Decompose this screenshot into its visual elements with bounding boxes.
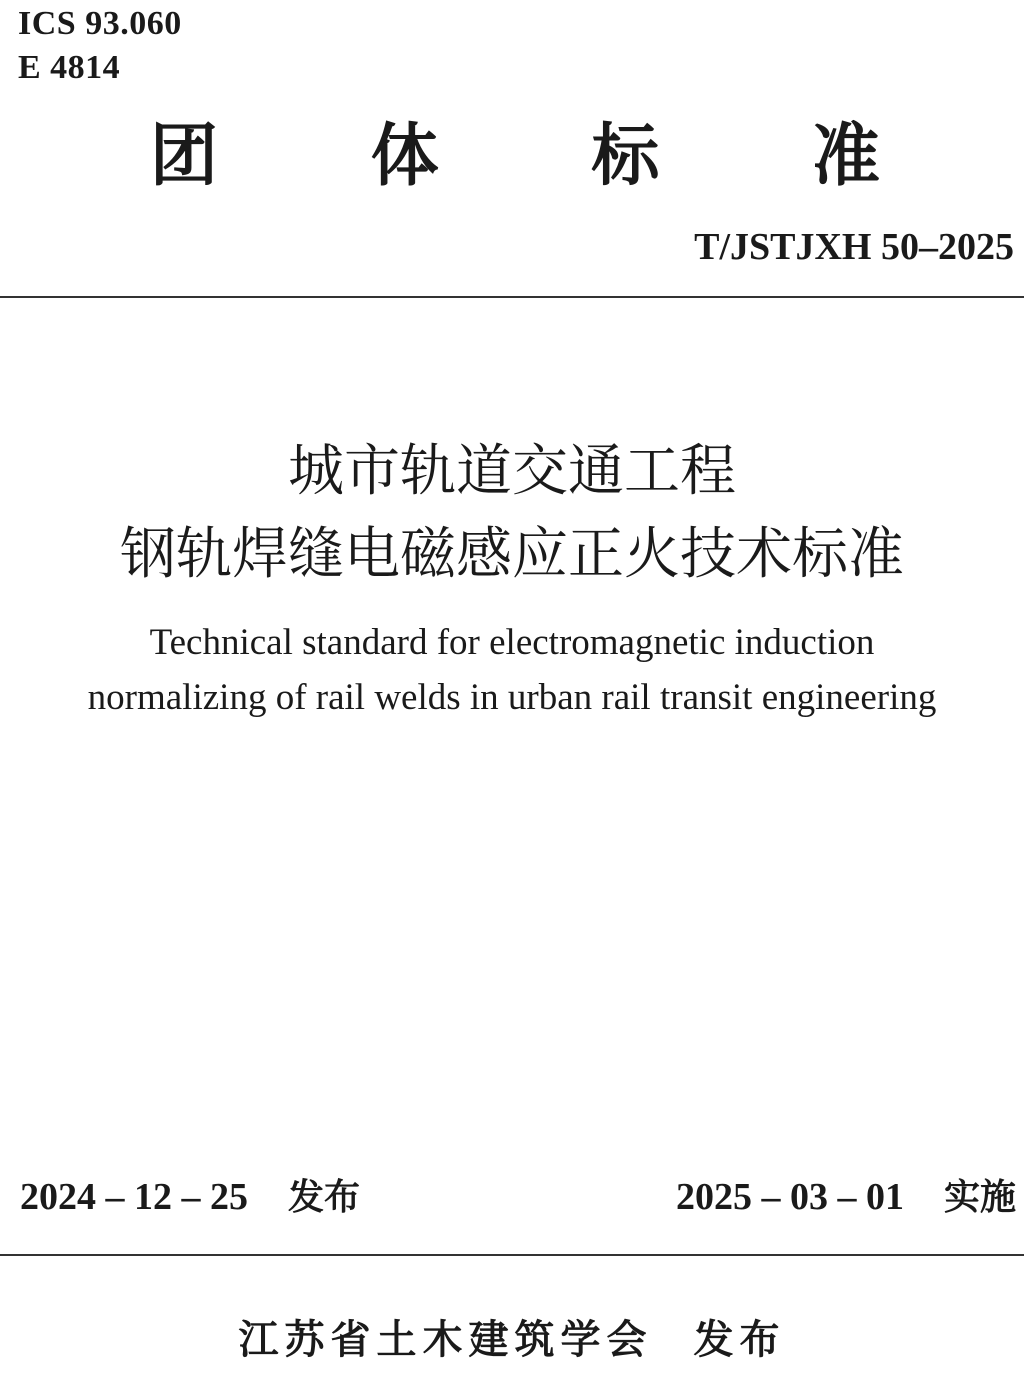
ccs-code: E 4814 [18, 49, 121, 86]
category-char-4: 准 [811, 117, 880, 196]
category-char-3: 标 [591, 117, 660, 196]
bottom-divider [0, 1254, 1024, 1256]
standard-number: T/JSTJXH 50–2025 [694, 226, 1014, 268]
title-english-line-2: normalizing of rail welds in urban rail transit engineering [87, 677, 937, 718]
publish-label: 发布 [693, 1317, 786, 1363]
standard-category [150, 112, 880, 202]
title-chinese-line-1: 城市轨道交通工程 [288, 439, 736, 504]
top-divider [0, 296, 1024, 298]
release-label: 发布 [288, 1177, 361, 1218]
title-chinese-line-2: 钢轨焊缝电磁感应正火技术标准 [120, 522, 904, 587]
ics-code: ICS 93.060 [18, 5, 182, 42]
publisher-name: 江苏省土木建筑学会 [238, 1317, 653, 1363]
release-info [20, 1172, 360, 1223]
classification-codes [18, 2, 182, 90]
category-char-2: 体 [370, 117, 439, 196]
effective-date: 2025 – 03 – 01 [675, 1176, 904, 1218]
title-english-line-1: Technical standard for electromagnetic induction [149, 622, 875, 663]
category-char-1: 团 [150, 117, 219, 196]
effective-info [676, 1172, 1016, 1223]
release-date: 2024 – 12 – 25 [20, 1176, 248, 1218]
effective-label: 实施 [943, 1177, 1016, 1218]
publisher-line [0, 1312, 1024, 1368]
